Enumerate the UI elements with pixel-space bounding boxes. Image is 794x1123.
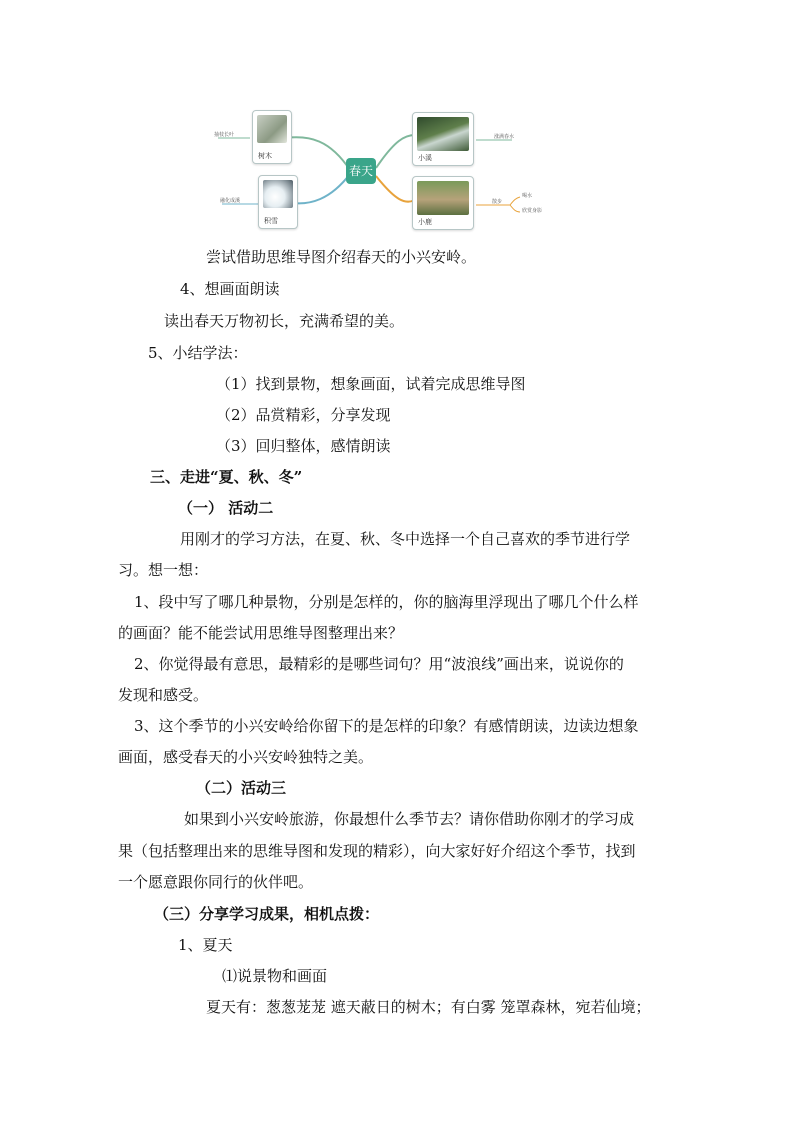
leaf-text: 欣赏身影 xyxy=(522,208,543,214)
branch-buds-image xyxy=(257,115,287,143)
numbered-item: 1、夏天 xyxy=(178,936,233,954)
leaf-text: 融化成溪 xyxy=(220,198,241,204)
numbered-item: 5、小结学法： xyxy=(148,344,248,362)
question-line: 画面，感受春天的小兴安岭独特之美。 xyxy=(118,748,374,766)
paragraph-line: 习。想一想： xyxy=(118,561,209,579)
question-line: 1、段中写了哪几种景物，分别是怎样的，你的脑海里浮现出了哪几个什么样 xyxy=(134,593,639,611)
paragraph-line: 夏天有：葱葱茏茏 遮天蔽日的树木；有白雾 笼罩森林，宛若仙境； xyxy=(206,998,651,1016)
activity-heading: （二）活动三 xyxy=(196,779,287,797)
leaf-text: 散步 xyxy=(492,199,503,205)
node-label: 树木 xyxy=(258,152,272,160)
paragraph-line: 果（包括整理出来的思维导图和发现的精彩），向大家好好介绍这个季节，找到 xyxy=(118,842,636,860)
activity-heading: （一） 活动二 xyxy=(178,499,274,517)
node-label: 小鹿 xyxy=(418,218,432,226)
section-heading: （三）分享学习成果，相机点拨： xyxy=(154,905,380,923)
mind-map-figure xyxy=(200,100,560,240)
center-node: 春天 xyxy=(346,158,376,184)
node-label: 积雪 xyxy=(264,217,278,225)
node-card-shumu xyxy=(252,110,292,164)
leaf-text: 喝水 xyxy=(522,193,533,199)
numbered-item: 4、想画面朗读 xyxy=(180,280,280,298)
node-label: 小溪 xyxy=(418,154,432,162)
question-line: 的画面？能不能尝试用思维导图整理出来？ xyxy=(118,624,404,642)
leaf-text: 抽枝长叶 xyxy=(214,132,235,138)
sub-item: （1）找到景物，想象画面，试着完成思维导图 xyxy=(216,375,526,393)
paragraph-line: 用刚才的学习方法，在夏、秋、冬中选择一个自己喜欢的季节进行学 xyxy=(180,530,631,548)
paragraph-line: 尝试借助思维导图介绍春天的小兴安岭。 xyxy=(206,248,477,266)
question-line: 2、你觉得最有意思，最精彩的是哪些词句？用“波浪线”画出来，说说你的 xyxy=(134,655,624,673)
node-card-jixue xyxy=(258,175,298,229)
sub-item: （3）回归整体，感情朗读 xyxy=(216,437,391,455)
node-card-xiaoxi xyxy=(412,112,474,166)
snow-image xyxy=(263,180,293,208)
node-card-xiaolu xyxy=(412,176,474,230)
question-line: 3、这个季节的小兴安岭给你留下的是怎样的印象？有感情朗读，边读边想象 xyxy=(134,717,639,735)
paragraph-line: 如果到小兴安岭旅游，你最想什么季节去？请你借助你刚才的学习成 xyxy=(184,810,635,828)
leaf-text: 涨满春水 xyxy=(494,134,515,140)
section-heading: 三、走进“夏、秋、冬” xyxy=(150,468,303,486)
stream-image xyxy=(417,117,469,151)
paragraph-line: 一个愿意跟你同行的伙伴吧。 xyxy=(118,873,314,891)
question-line: 发现和感受。 xyxy=(118,686,209,704)
sub-item: ⑴说景物和画面 xyxy=(222,967,328,985)
paragraph-line: 读出春天万物初长，充满希望的美。 xyxy=(164,312,405,330)
sub-item: （2）品赏精彩，分享发现 xyxy=(216,406,391,424)
deer-image xyxy=(417,181,469,215)
